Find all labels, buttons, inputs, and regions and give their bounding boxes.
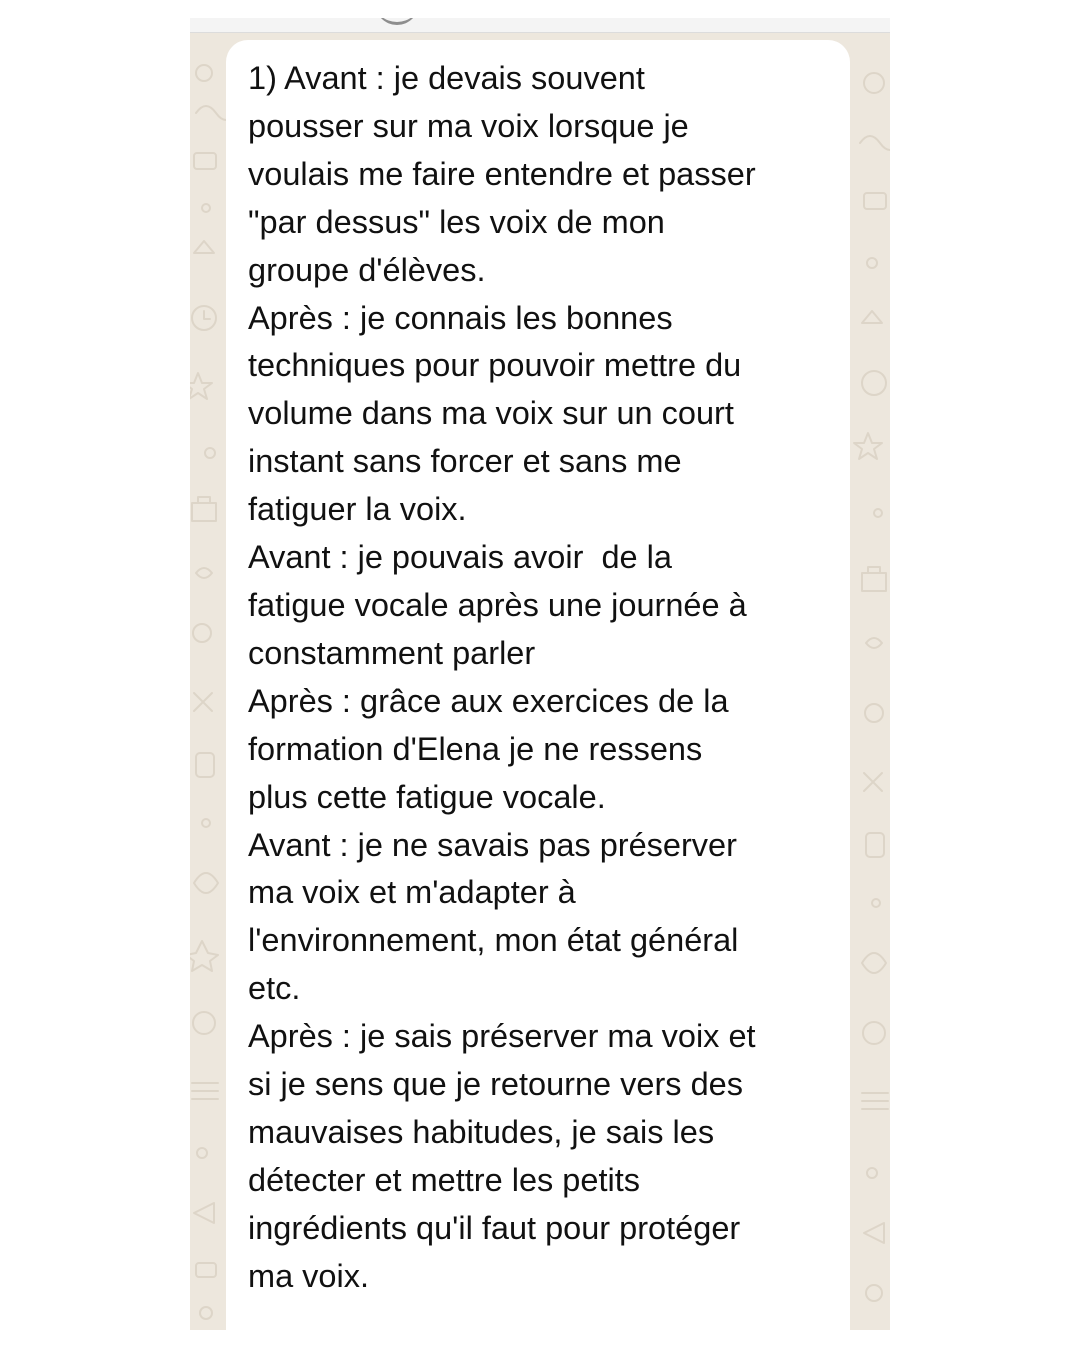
doodle-dot [197, 1148, 207, 1158]
message-bubble[interactable] [226, 40, 850, 1330]
doodle-triangle [194, 241, 214, 253]
doodle-circle [196, 65, 212, 81]
doodle-play [864, 1223, 884, 1243]
doodle-eye [194, 873, 218, 893]
doodle-clock-hands [204, 311, 210, 319]
doodle-dot [205, 448, 215, 458]
doodle-bag [862, 567, 886, 591]
message-line: fatiguer la voix. [248, 491, 467, 528]
message-line: fatigue vocale après une journée à [248, 586, 747, 623]
message-line: voulais me faire entendre et passer [248, 155, 756, 192]
doodle-lines [862, 1093, 888, 1109]
doodle-leaf [866, 638, 882, 648]
doodle-star [854, 433, 882, 459]
chat-screenshot [190, 18, 890, 1330]
doodle-circle [866, 1285, 882, 1301]
message-line: pousser sur ma voix lorsque je [248, 107, 689, 144]
doodle-dot [202, 204, 210, 212]
doodle-dot [872, 899, 880, 907]
message-line: Après : je sais préserver ma voix et [248, 1018, 756, 1055]
doodle-lines [192, 1083, 218, 1099]
message-line: ingrédients qu'il faut pour protéger [248, 1209, 741, 1246]
doodle-phone [196, 753, 214, 777]
message-line: etc. [248, 970, 301, 1007]
message-line: techniques pour pouvoir mettre du [248, 347, 742, 384]
doodle-box [196, 1263, 216, 1277]
message-line: si je sens que je retourne vers des [248, 1066, 743, 1103]
message-line: Après : grâce aux exercices de la [248, 682, 729, 719]
doodle-box [194, 153, 216, 169]
doodle-wave [860, 136, 890, 150]
doodle-play [194, 1203, 214, 1223]
doodle-circle [193, 1012, 215, 1034]
doodle-eye [862, 953, 886, 973]
message-line: groupe d'élèves. [248, 251, 486, 288]
message-line: Avant : je ne savais pas préserver [248, 826, 737, 863]
doodle-bag [192, 497, 216, 521]
message-line: volume dans ma voix sur un court [248, 395, 734, 432]
message-line: ma voix et m'adapter à [248, 874, 576, 911]
doodle-circle [865, 704, 883, 722]
scroll-indicator [375, 18, 419, 25]
doodle-dot [202, 819, 210, 827]
doodle-circle [193, 624, 211, 642]
doodle-dot [867, 258, 877, 268]
doodle-star [190, 941, 218, 971]
doodle-phone [866, 833, 884, 857]
message-line: constamment parler [248, 634, 536, 671]
doodle-box [864, 193, 886, 209]
doodle-leaf [196, 568, 212, 578]
doodle-circle [863, 1022, 885, 1044]
doodle-cross [864, 773, 882, 791]
message-line: formation d'Elena je ne ressens [248, 730, 703, 767]
doodle-triangle [862, 311, 882, 323]
doodle-circle [862, 371, 886, 395]
message-line: "par dessus" les voix de mon [248, 203, 665, 240]
message-line: plus cette fatigue vocale. [248, 778, 606, 815]
message-line: Avant : je pouvais avoir de la [248, 539, 672, 576]
top-bar [190, 18, 890, 33]
doodle-dot [867, 1168, 877, 1178]
message-line: instant sans forcer et sans me [248, 443, 682, 480]
message-line: détecter et mettre les petits [248, 1161, 640, 1198]
message-line: ma voix. [248, 1257, 370, 1294]
doodle-star [190, 373, 212, 399]
message-line: Après : je connais les bonnes [248, 299, 673, 336]
message-line: 1) Avant : je devais souvent [248, 60, 645, 96]
doodle-dot [874, 509, 882, 517]
doodle-circle [864, 73, 884, 93]
message-text [248, 55, 848, 1301]
message-line: mauvaises habitudes, je sais les [248, 1113, 715, 1150]
message-line: l'environnement, mon état général [248, 922, 739, 959]
doodle-cross [194, 693, 212, 711]
doodle-circle [200, 1307, 212, 1319]
